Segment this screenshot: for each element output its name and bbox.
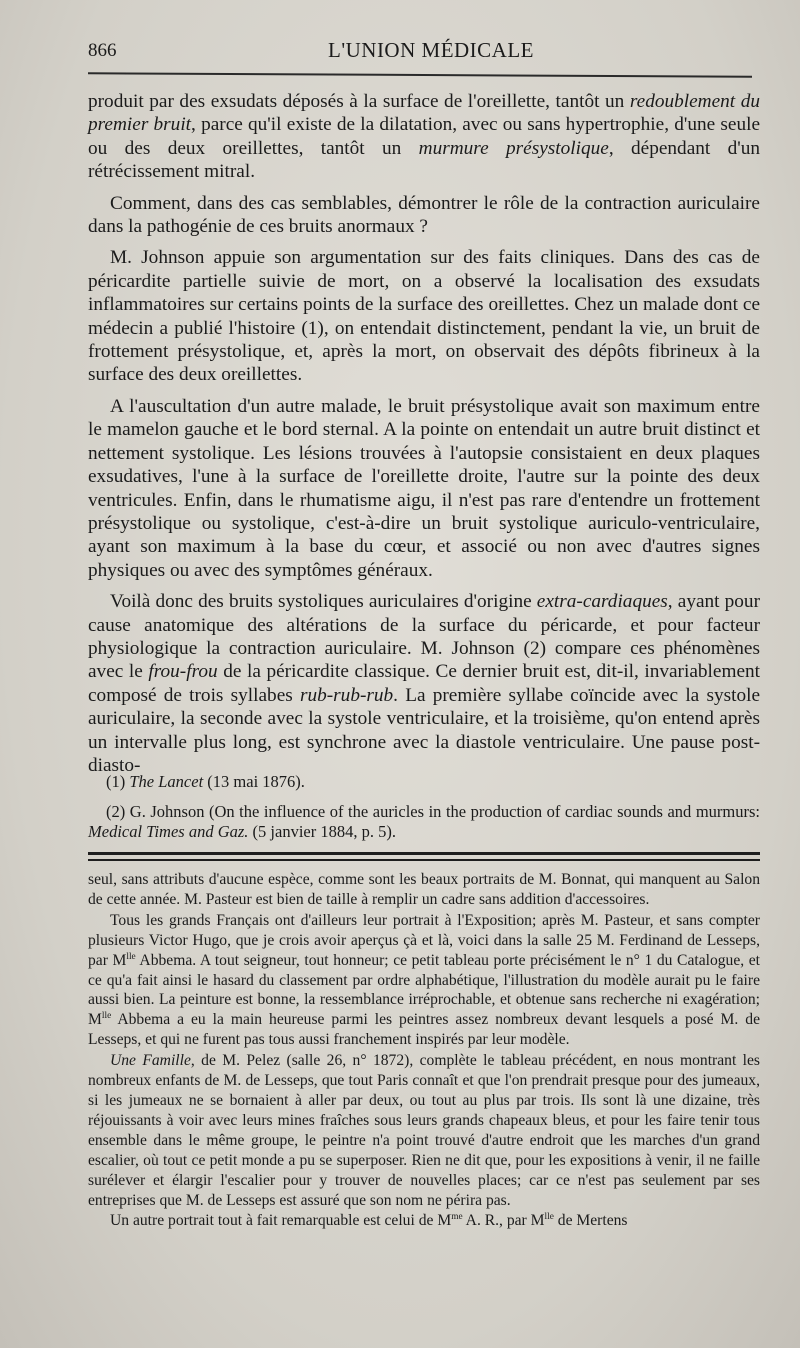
footnotes: [88, 772, 760, 852]
feuilleton-section: [88, 870, 760, 1232]
main-article: [88, 90, 760, 785]
section-divider-top: [88, 852, 760, 855]
feuilleton-paragraph-2: Tous les grands Français ont d'ailleurs leur portrait à l'Exposition; après M. Pasteur, et sans compter plusieurs Victor Hugo, que je crois avoir aperçus çà et là, voici dans la salle 25 M. Ferdinand de Lesseps, par $M^{lle}$ Abbema. A tout seigneur, tout honneur; ce petit tableau porte précisément le n° 1 du Catalogue, et ce qu'a fait ainsi le hasard du classement par ordre alphabétique, l'illustration du modèle aurait pu le faire aussi bien. La peinture est bonne, la ressemblance irréprochable, et obtenue sans recherche ni exagération; $M^{lle}$ Abbema a eu la main heureuse parmi les peintres assez nombreux devant lesquels a posé M. de Lesseps, et qui ne furent pas tous aussi franchement inspirés par leur modèle.: [88, 911, 760, 1049]
feuilleton-paragraph-3: Une Famille, de M. Pelez (salle 26, n° 1872), complète le tableau précédent, en nous montrant les nombreux enfants de M. de Lesseps, que tout Paris connaît et que l'on prendrait presque pour des jumeaux, si les jumeaux ne se bornaient à aller par deux, ou tout au plus par trois. Ils sont là une dizaine, très réjouissants à voir avec leurs mines fraîches sous leurs grands chapeaux bleus, et pour les faire tenir tous ensemble dans le même groupe, le peintre n'a point trouvé d'autre endroit que les marches d'un grand escalier, où tout ce petit monde a pu se superposer. Rien ne dit que, pour les expositions à venir, il ne faille surélever et élargir l'escalier pour y trouver de nouvelles places; car ce n'est pas seulement par ses entreprises que M. de Lesseps est assuré que son nom ne périra pas.: [88, 1052, 760, 1209]
paragraph-2: Comment, dans des cas semblables, démontrer le rôle de la contraction auriculaire dans la pathogénie de ces bruits anormaux ?: [88, 192, 760, 238]
feuilleton-paragraph-1: seul, sans attributs d'aucune espèce, comme sont les beaux portraits de M. Bonnat, qui manquent au Salon de cette année. M. Pasteur est bien de taille à remplir un cadre sans addition d'accessoires.: [88, 871, 760, 908]
page-header: [88, 36, 758, 76]
paragraph-5: Voilà donc des bruits systoliques auriculaires d'origine extra-cardiaques, ayant pour cause anatomique des altérations de la surface du péricarde, et pour facteur physiologique la contraction auriculaire. M. Johnson (2) compare ces phénomènes avec le frou-frou de la péricardite classique. Ce dernier bruit est, dit-il, invariablement composé de trois syllabes rub-rub-rub. La première syllabe coïncide avec la systole auriculaire, la seconde avec la systole ventriculaire, et la troisième, qu'on entend après un intervalle plus long, est synchrone avec la diastole ventriculaire. Une pause post-diasto-: [88, 591, 761, 776]
footnote-1: (1) The Lancet (13 mai 1876).: [106, 772, 305, 791]
footnote-2: (2) G. Johnson (On the influence of the auricles in the production of cardiac sounds and murmurs: Medical Times and Gaz. (5 janvier 1884, p. 5).: [88, 802, 760, 841]
paragraph-3: M. Johnson appuie son argumentation sur des faits cliniques. Dans des cas de péricardite partielle suivie de mort, on a observé la localisation des exsudats inflammatoires sur certains points de la surface des oreillettes. Chez un malade dont ce médecin a publié l'histoire (1), on entendait distinctement, pendant la vie, un bruit de frottement présystolique, et, après la mort, on observait des dépôts fibrineux à la surface des deux oreillettes.: [88, 247, 760, 386]
page-number: 866: [88, 40, 117, 61]
paragraph-1: produit par des exsudats déposés à la surface de l'oreillette, tantôt un redoublement du premier bruit, parce qu'il existe de la dilatation, avec ou sans hypertrophie, d'une seule ou des deux oreillettes, tantôt un murmure présystolique, dépendant d'un rétrécissement mitral.: [88, 91, 761, 183]
paragraph-4: A l'auscultation d'un autre malade, le bruit présystolique avait son maximum entre le mamelon gauche et le bord sternal. A la pointe on entendait un autre bruit distinct et nettement systolique. Les lésions trouvées à l'autopsie consistaient en deux plaques exsudatives, l'une à la surface de l'oreillette droite, l'autre sur la pointe des deux ventricules. Enfin, dans le rhumatisme aigu, il n'est pas rare d'entendre un frottement présystolique ou systolique, c'est-à-dire un bruit systolique auriculo-ventriculaire, ayant son maximum à la base du cœur, et associé ou non avec d'autres signes physiques ou avec des symptômes généraux.: [88, 395, 760, 581]
feuilleton-paragraph-4: Un autre portrait tout à fait remarquable est celui de $M^{me}$ A. R., par $M^{lle}$ de Mertens: [110, 1212, 628, 1230]
running-title: L'UNION MÉDICALE: [328, 38, 535, 62]
section-divider-bottom: [88, 859, 760, 861]
